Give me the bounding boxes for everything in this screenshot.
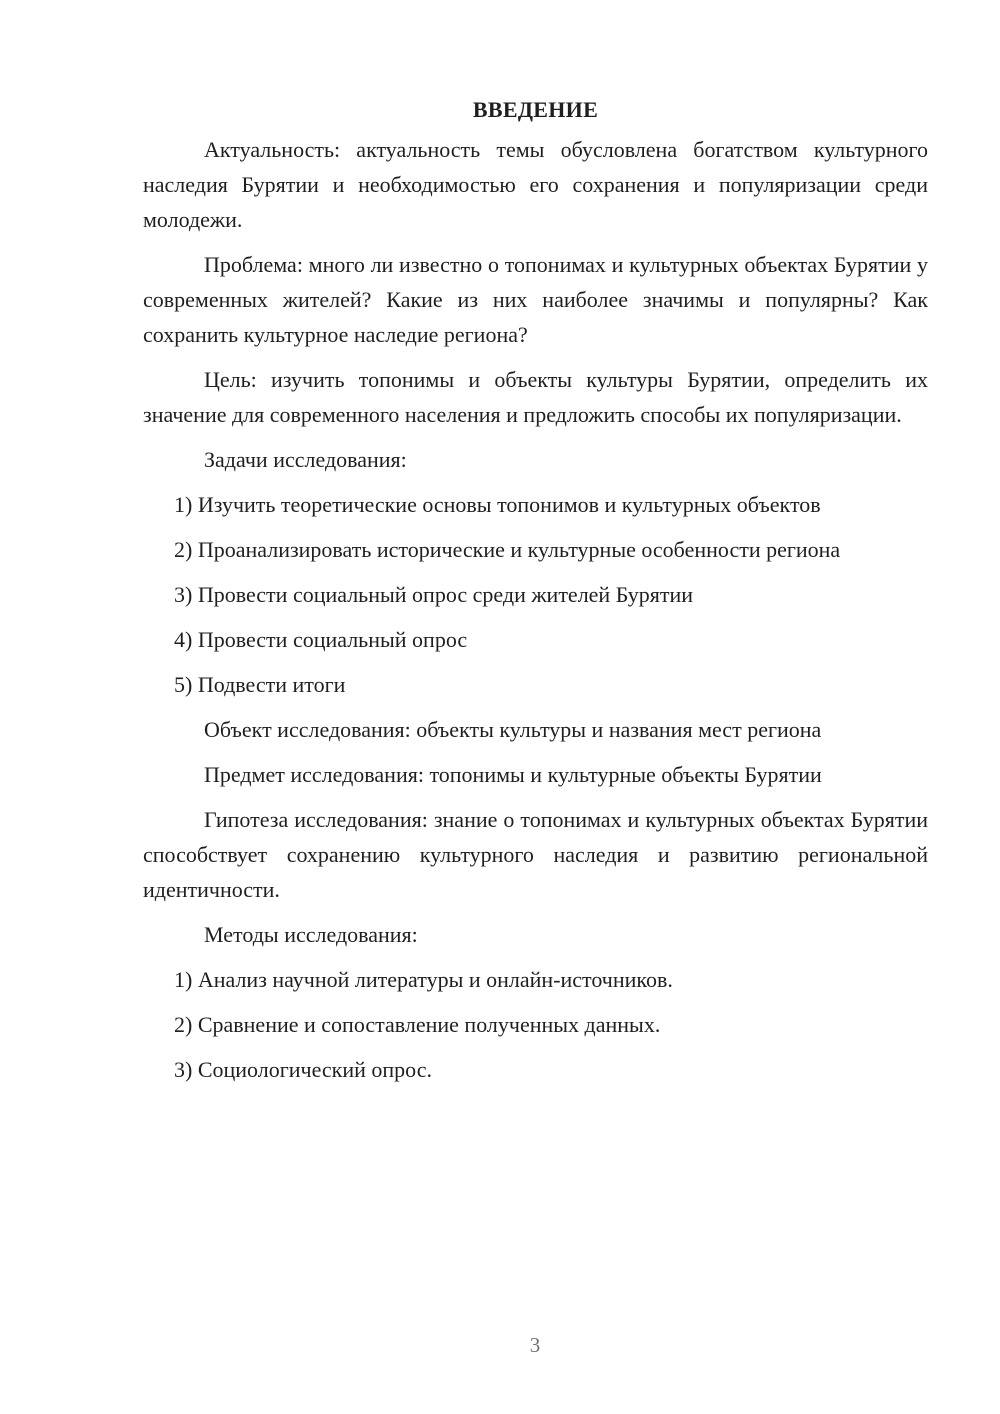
object-paragraph: Объект исследования: объекты культуры и названия мест региона [204, 717, 822, 742]
method-item: 2) Сравнение и сопоставление полученных данных. [174, 1012, 661, 1037]
tasks-heading: Задачи исследования: [204, 447, 407, 472]
problem-paragraph: Проблема: много ли известно о топонимах и культурных объектах Бурятии у современных жителей? Какие из них наиболее значимы и популярны? Как сохранить культурное наследие региона? [143, 252, 928, 347]
goal-paragraph: Цель: изучить топонимы и объекты культуры Бурятии, определить их значение для современного населения и предложить способы их популяризации. [143, 367, 928, 427]
page-number: 3 [529, 1333, 541, 1357]
task-item: 4) Провести социальный опрос [174, 627, 468, 652]
relevance-paragraph: Актуальность: актуальность темы обусловлена богатством культурного наследия Бурятии и необходимостью его сохранения и популяризации среди молодежи. [143, 137, 928, 232]
task-item: 5) Подвести итоги [174, 672, 346, 697]
page-content [143, 92, 928, 1087]
task-item: 3) Провести социальный опрос среди жителей Бурятии [174, 582, 694, 607]
subject-paragraph: Предмет исследования: топонимы и культурные объекты Бурятии [204, 762, 822, 787]
task-item: 1) Изучить теоретические основы топонимов и культурных объектов [174, 492, 821, 517]
section-title: ВВЕДЕНИЕ [472, 97, 599, 122]
method-item: 1) Анализ научной литературы и онлайн-источников. [174, 967, 673, 992]
hypothesis-paragraph: Гипотеза исследования: знание о топонимах и культурных объектах Бурятии способствует сохранению культурного наследия и развитию региональной идентичности. [143, 807, 928, 902]
method-item: 3) Социологический опрос. [174, 1057, 432, 1082]
task-item: 2) Проанализировать исторические и культурные особенности региона [174, 537, 841, 562]
methods-heading: Методы исследования: [204, 922, 418, 947]
